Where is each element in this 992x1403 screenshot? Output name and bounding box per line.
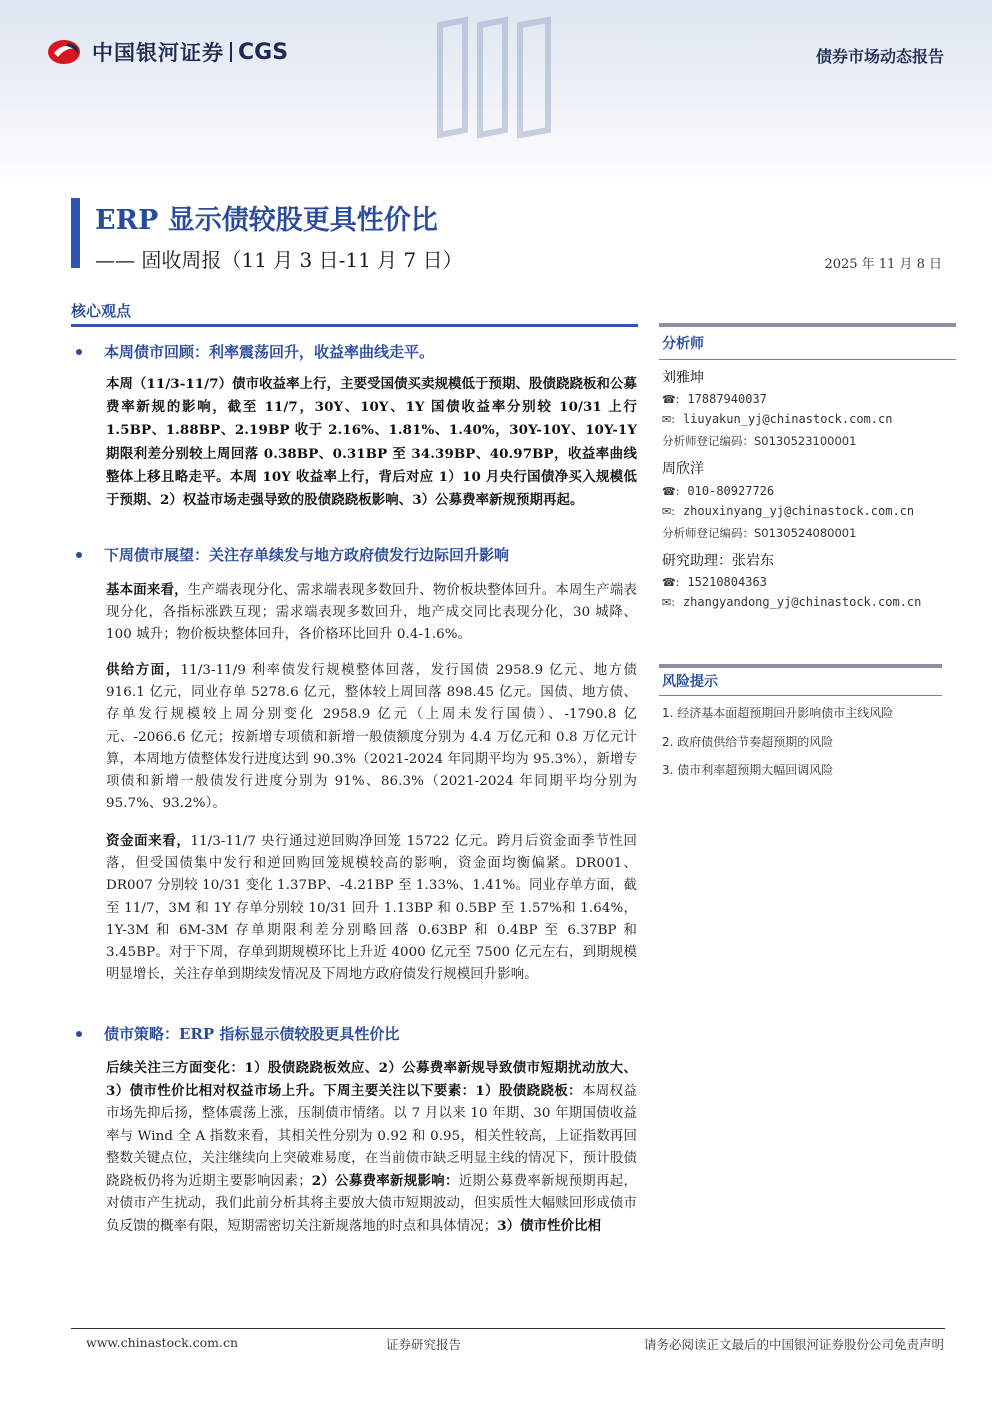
title-accent-bar (71, 198, 80, 268)
bullet-market-outlook (76, 544, 509, 565)
bullet-text: 下周债市展望：关注存单续发与地方政府债发行边际回升影响 (104, 546, 510, 564)
paragraph-lead: 3）债市性价比相 (497, 1218, 602, 1235)
mail-icon: ✉: (662, 412, 675, 426)
paragraph-text: 生产端表现分化、需求端表现多数回升、物价板块整体回升。本周生产端表现分化，各指标涨跌互现；需求端表现多数回升，地产成交同比表现分化，30 城降、100 城升；物价板块整体回升，各价格环比回升 0.4-1.6%。 (106, 583, 637, 643)
cgs-watermark-logo (430, 10, 560, 140)
risk-heading-rule (659, 695, 942, 696)
email-address[interactable]: liuyakun_yj@chinastock.com.cn (682, 412, 893, 426)
paragraph-lead: 基本面来看， (106, 582, 188, 598)
mail-icon: ✉: (662, 504, 675, 518)
paragraph-strategy (106, 1057, 637, 1239)
analyst-heading-rule (659, 359, 956, 360)
logo-text-en: CGS (238, 39, 289, 65)
paragraph-lead: 2）公募费率新规影响： (311, 1173, 459, 1190)
bullet-text: 债市策略：ERP 指标显示债较股更具性价比 (104, 1025, 400, 1043)
mail-icon: ✉: (662, 595, 675, 609)
bullet-dot-icon (76, 552, 82, 558)
paragraph-liquidity (106, 830, 637, 986)
bullet-dot-icon (76, 1031, 82, 1037)
bullet-text: 本周债市回顾：利率震荡回升，收益率曲线走平。 (104, 343, 435, 361)
risk-top-rule (659, 664, 942, 668)
footer-website-link[interactable]: www.chinastock.com.cn (86, 1335, 239, 1350)
phone-number: 17887940037 (687, 392, 767, 406)
analyst-name: 刘雅坤 (662, 370, 704, 386)
assistant-phone (662, 575, 767, 589)
paragraph-lead: 供给方面， (106, 662, 181, 678)
analyst-heading: 分析师 (662, 336, 704, 352)
paragraph-text: 近期公募费率新规预期再起，对债市产生扰动，我们此前分析其将主要放大债市短期波动，但实质性大幅赎回形成债市负反馈的概率有限，短期需密切关注新规落地的时点和具体情况； (106, 1174, 637, 1235)
bullet-market-review (76, 341, 434, 362)
risk-item: 2. 政府债供给节奏超预期的风险 (662, 735, 834, 749)
core-views-heading: 核心观点 (71, 302, 132, 320)
email-address[interactable]: zhangyandong_yj@chinastock.com.cn (682, 595, 922, 609)
report-date: 2025 年 11 月 8 日 (824, 257, 942, 272)
risk-item: 3. 债市利率超预期大幅回调风险 (662, 763, 834, 777)
analyst-top-rule (659, 323, 956, 327)
core-views-rule (71, 324, 638, 327)
phone-number: 15210804363 (687, 575, 767, 589)
bullet-strategy (76, 1023, 399, 1044)
assistant-name: 研究助理：张岩东 (662, 553, 774, 569)
risk-heading: 风险提示 (662, 674, 718, 690)
paragraph-text: 11/3-11/9 利率债发行规模整体回落，发行国债 2958.9 亿元、地方债 916.1 亿元，同业存单 5278.6 亿元，整体较上周回落 898.45 亿元。国债、地方债、存单发行规模较上周分别变化 2958.9 亿元（上周未发行国债）、-1790.8 亿元、-2066.6 亿元；按新增专项债和新增一般债额度分别为 4.4 万亿元和 0.8 万亿元计算，本周地方债整体发行进度达到 90.3%（2021-2024 年同期平均为 95.3%），新增专项债和新增一般债发行进度分别为 91%、86.3%（2021-2024 年同期平均分别为 95.7%、93.2%）。 (106, 663, 637, 812)
report-title: ERP 显示债较股更具性价比 (95, 205, 438, 236)
analyst-phone (662, 392, 767, 406)
phone-icon: ☎: (662, 392, 680, 406)
analyst-registration: 分析师登记编码：S0130524080001 (662, 526, 857, 540)
phone-number: 010-80927726 (687, 484, 775, 498)
paragraph-fundamentals (106, 579, 637, 647)
analyst-email[interactable] (662, 504, 914, 518)
email-address[interactable]: zhouxinyang_yj@chinastock.com.cn (682, 504, 915, 518)
paragraph-supply (106, 659, 637, 815)
risk-item: 1. 经济基本面超预期回升影响债市主线风险 (662, 706, 894, 720)
logo-separator (230, 42, 232, 62)
footer-rule (71, 1328, 945, 1329)
paragraph-market-review (106, 373, 637, 512)
paragraph-text: 11/3-11/7 央行通过逆回购净回笼 15722 亿元。跨月后资金面季节性回落，但受国债集中发行和逆回购回笼规模较高的影响，资金面均衡偏紧。DR001、DR007 分别较 10/31 变化 1.37BP、-4.21BP 至 1.33%、1.41%。同业存单方面，截至 11/7，3M 和 1Y 存单分别较 10/31 回升 1.13BP 和 0.5BP 至 1.57%和 1.64%，1Y-3M 和 6M-3M 存单期限利差分别略回落 0.63BP 和 0.4BP 至 6.37BP 和 3.45BP。对于下周，存单到期规模环比上升近 4000 亿元至 7500 亿元左右，到期规模明显增长，关注存单到期续发情况及下周地方政府债发行规模回升影响。 (106, 834, 637, 983)
footer-report-label: 证券研究报告 (386, 1337, 462, 1352)
phone-icon: ☎: (662, 575, 680, 589)
phone-icon: ☎: (662, 484, 680, 498)
report-subtitle: —— 固收周报（11 月 3 日-11 月 7 日） (95, 248, 463, 272)
paragraph-text: 本周权益市场先抑后扬，整体震荡上涨，压制债市情绪。以 7 月以来 10 年期、30 年期国债收益率与 Wind 全 A 指数来看，其相关性分别为 0.92 和 0.95，相关性较高，上证指数再回整数关键点位，关注继续向上突破难易度，在当前债市缺乏明显主线的情况下，预计股债跷跷板仍将为近期主要影响因素； (106, 1084, 637, 1190)
analyst-registration: 分析师登记编码：S0130523100001 (662, 434, 857, 448)
bullet-dot-icon (76, 349, 82, 355)
logo-text-cn: 中国银河证券 (92, 41, 224, 65)
logo-swirl-icon (46, 37, 86, 67)
report-type-label: 债券市场动态报告 (815, 47, 944, 66)
company-logo (46, 37, 288, 67)
footer-disclaimer: 请务必阅读正文最后的中国银河证券股份公司免责声明 (643, 1337, 944, 1352)
analyst-phone (662, 484, 774, 498)
paragraph-lead: 资金面来看， (106, 833, 191, 849)
analyst-email[interactable] (662, 412, 892, 426)
paragraph-text: 本周（11/3-11/7）债市收益率上行，主要受国债买卖规模低于预期、股债跷跷板和公募费率新规的影响，截至 11/7，30Y、10Y、1Y 国债收益率分别较 10/31 上行 1.5BP、1.88BP、2.19BP 收于 2.16%、1.81%、1.40%，30Y-10Y、10Y-1Y 期限利差分别较上周回落 0.38BP、0.31BP 至 34.39BP、40.97BP，收益率曲线整体上移且略走平。本周 10Y 收益率上行，背后对应 1）10 月央行国债净买入规模低于预期、2）权益市场走强导致的股债跷跷板影响、3）公募费率新规预期再起。 (106, 376, 637, 509)
assistant-email[interactable] (662, 595, 921, 609)
analyst-name: 周欣洋 (662, 461, 704, 477)
paragraph-lead: 后续关注三方面变化：1）股债跷跷板效应、2）公募费率新规导致债市短期扰动放大、3）债市性价比相对权益市场上升。下周主要关注以下要素：1）股债跷跷板： (106, 1060, 637, 1100)
